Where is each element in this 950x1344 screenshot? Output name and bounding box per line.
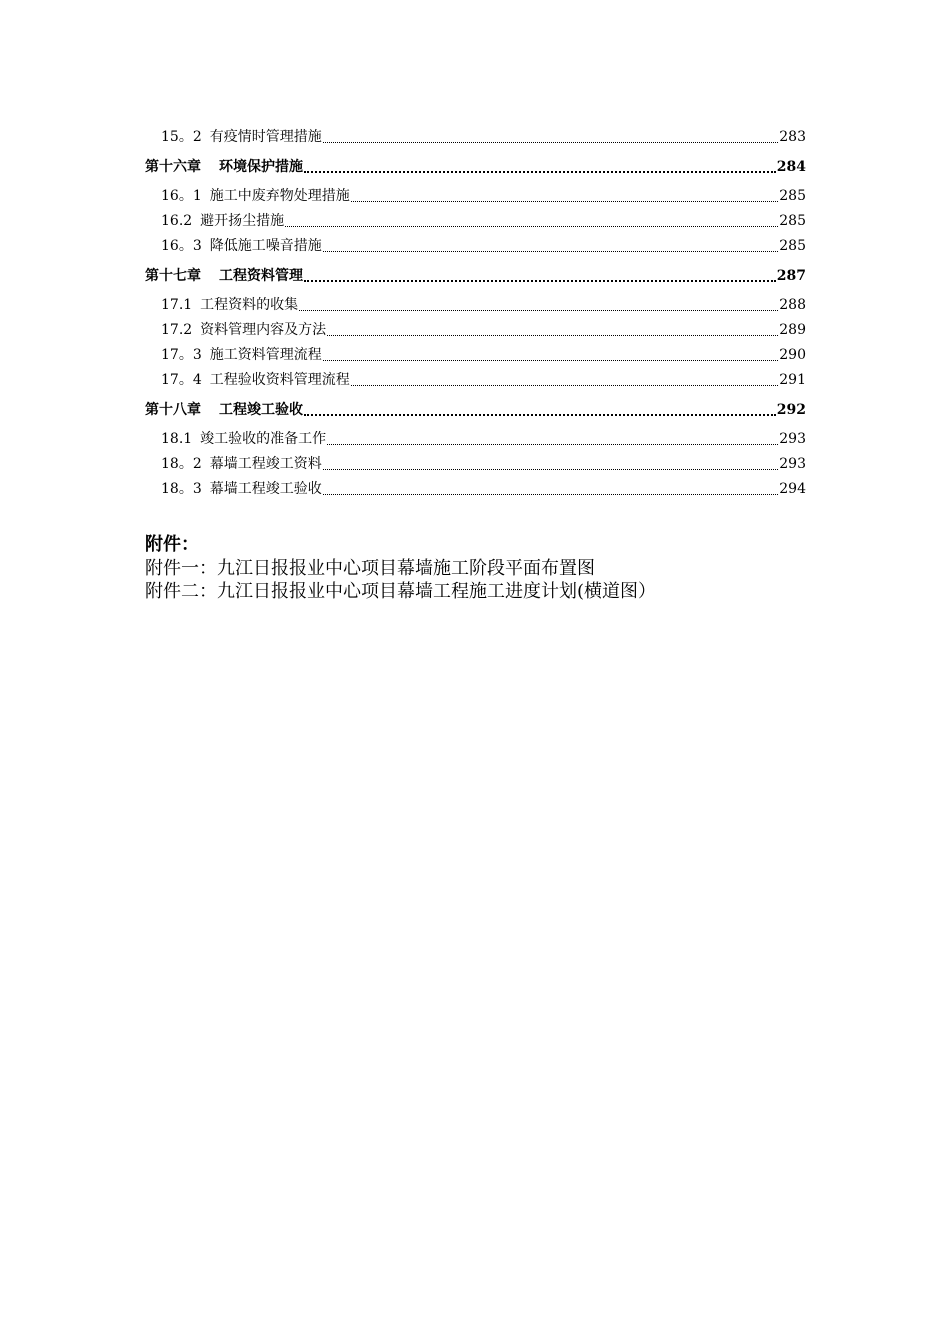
toc-entry-17-3[interactable] (145, 343, 806, 368)
toc-entry-title: 施工中废弃物处理措施 (209, 188, 350, 204)
toc-entry-page: 289 (779, 322, 806, 338)
dot-leader (323, 240, 779, 254)
toc-entry-number: 15。2 (161, 129, 202, 145)
toc-entry-page: 293 (779, 431, 806, 447)
appendix-heading: 附件： (145, 534, 199, 555)
toc-entry-number: 18。3 (161, 481, 202, 497)
appendix-item-2: 附件二：九江日报报业中心项目幕墙工程施工进度计划(横道图） (145, 581, 657, 602)
toc-entry-17-2[interactable] (145, 318, 806, 343)
toc-entry-page: 283 (779, 129, 806, 145)
toc-entry-page: 285 (779, 213, 806, 229)
toc-entry-title: 幕墙工程竣工资料 (209, 456, 322, 472)
dot-leader (351, 374, 779, 388)
toc-entry-title: 工程验收资料管理流程 (209, 372, 350, 388)
toc-entry-page: 291 (779, 372, 806, 388)
toc-chapter-18[interactable] (145, 393, 806, 427)
toc-entry-title: 工程资料的收集 (200, 297, 299, 313)
toc-entry-16-1[interactable] (145, 184, 806, 209)
toc-entry-15-2[interactable] (145, 125, 806, 150)
toc-entry-number: 17。3 (161, 347, 202, 363)
dot-leader (327, 433, 778, 447)
toc-entry-page: 290 (779, 347, 806, 363)
toc-entry-title: 施工资料管理流程 (209, 347, 322, 363)
toc-entry-number: 17。4 (161, 372, 202, 388)
toc-entry-16-3[interactable] (145, 234, 806, 259)
toc-entry-title: 资料管理内容及方法 (200, 322, 327, 338)
toc-entry-title: 幕墙工程竣工验收 (209, 481, 322, 497)
dot-leader (304, 160, 776, 174)
toc-entry-17-4[interactable] (145, 368, 806, 393)
toc-entry-page: 285 (779, 188, 806, 204)
toc-chapter-number: 第十六章 (145, 159, 201, 175)
toc-entry-page: 285 (779, 238, 806, 254)
toc-entry-title: 有疫情时管理措施 (209, 129, 322, 145)
toc-entry-number: 16。1 (161, 188, 202, 204)
toc-entry-page: 293 (779, 456, 806, 472)
toc-chapter-title: 工程资料管理 (219, 268, 303, 284)
toc-chapter-page: 284 (776, 159, 806, 175)
toc-chapter-title: 工程竣工验收 (219, 402, 303, 418)
toc-chapter-page: 292 (776, 402, 806, 418)
toc-entry-title: 竣工验收的准备工作 (200, 431, 327, 447)
dot-leader (285, 215, 778, 229)
toc-entry-18-3[interactable] (145, 477, 806, 502)
toc-entry-title: 降低施工噪音措施 (209, 238, 322, 254)
toc-entry-page: 294 (779, 481, 806, 497)
table-of-contents (145, 125, 806, 502)
dot-leader (323, 349, 779, 363)
toc-chapter-17[interactable] (145, 259, 806, 293)
dot-leader (304, 403, 776, 417)
toc-entry-number: 16。3 (161, 238, 202, 254)
toc-entry-number: 18。2 (161, 456, 202, 472)
toc-entry-page: 288 (779, 297, 806, 313)
toc-entry-18-2[interactable] (145, 452, 806, 477)
toc-entry-17-1[interactable] (145, 293, 806, 318)
dot-leader (323, 458, 779, 472)
toc-entry-title: 避开扬尘措施 (200, 213, 285, 229)
appendix-section (145, 533, 845, 603)
toc-chapter-16[interactable] (145, 150, 806, 184)
toc-entry-number: 18.1 (161, 431, 193, 447)
dot-leader (304, 269, 776, 283)
toc-chapter-number: 第十七章 (145, 268, 201, 284)
toc-entry-18-1[interactable] (145, 427, 806, 452)
dot-leader (323, 131, 779, 145)
toc-entry-number: 16.2 (161, 213, 193, 229)
dot-leader (299, 299, 778, 313)
dot-leader (351, 190, 779, 204)
dot-leader (327, 324, 778, 338)
toc-entry-number: 17.1 (161, 297, 193, 313)
dot-leader (323, 483, 779, 497)
toc-entry-16-2[interactable] (145, 209, 806, 234)
toc-chapter-title: 环境保护措施 (219, 159, 303, 175)
toc-chapter-number: 第十八章 (145, 402, 201, 418)
toc-entry-number: 17.2 (161, 322, 193, 338)
toc-chapter-page: 287 (776, 268, 806, 284)
appendix-item-1: 附件一：九江日报报业中心项目幕墙施工阶段平面布置图 (145, 558, 595, 579)
